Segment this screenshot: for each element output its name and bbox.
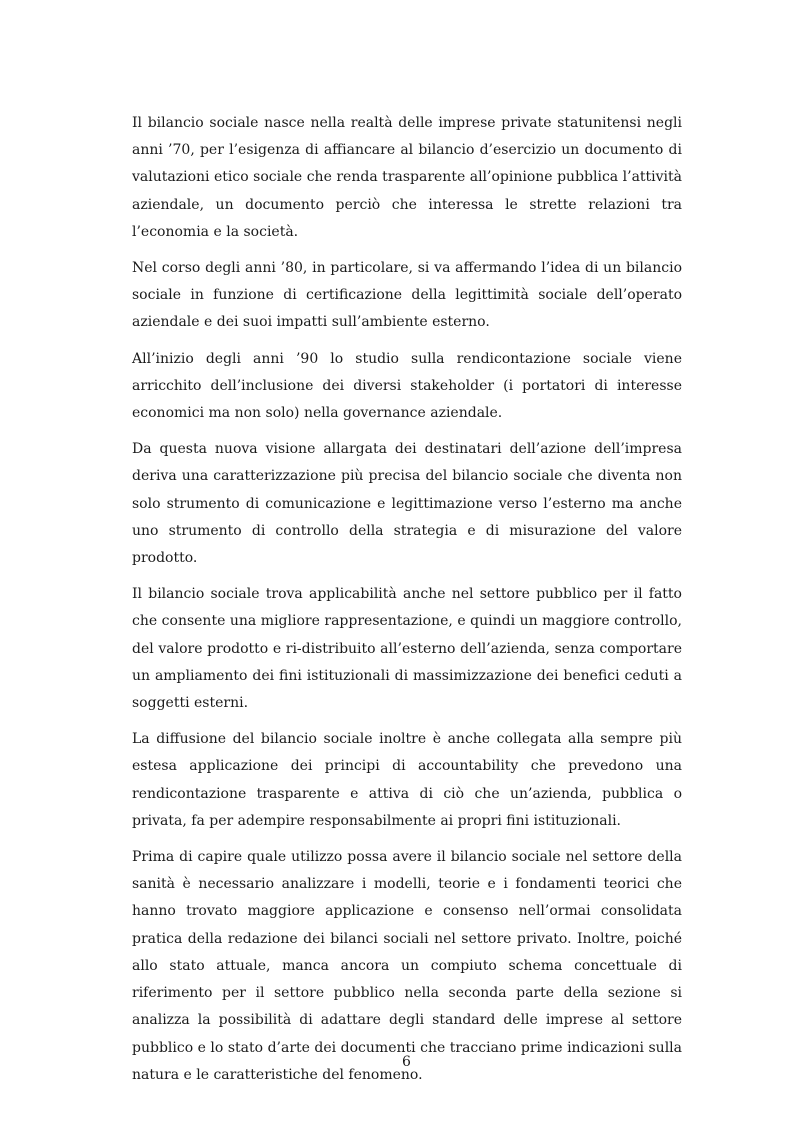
paragraph-2: Nel corso degli anni ’80, in particolare, si va affermando l’idea di un bilancio sociale in funzione di certificazione della legittimità sociale dell’operato aziendale e dei suoi impatti sull’ambiente esterno. xyxy=(132,260,682,331)
paragraph-5: Il bilancio sociale trova applicabilità anche nel settore pubblico per il fatto che consente una migliore rappresentazione, e quindi un maggiore controllo, del valore prodotto e ri-distribuito all’esterno dell’azienda, senza comportare un ampliamento dei fini istituzionali di massimizzazione dei benefici ceduti a soggetti esterni. xyxy=(132,586,682,712)
page-number: 6 xyxy=(402,1054,411,1070)
paragraph-6: La diffusione del bilancio sociale inoltre è anche collegata alla sempre più estesa applicazione dei principi di accountability che prevedono una rendicontazione trasparente e attiva di ciò che un’azienda, pubblica o privata, fa per adempire responsabilmente ai propri fini istituzionali. xyxy=(132,731,682,829)
paragraph-3: All’inizio degli anni ’90 lo studio sulla rendicontazione sociale viene arricchito dell’inclusione dei diversi stakeholder (i portatori di interesse economici ma non solo) nella governance aziendale. xyxy=(132,350,682,422)
paragraph-1: Il bilancio sociale nasce nella realtà delle imprese private statunitensi negli anni ’70, per l’esigenza di affiancare al bilancio d’esercizio un documento di valutazioni etico sociale che renda trasparente all’opinione pubblica l’attività aziendale, un documento perciò che interessa le strette relazioni tra l’economia e la società. xyxy=(132,115,682,240)
paragraph-4: Da questa nuova visione allargata dei destinatari dell’azione dell’impresa deriva una caratterizzazione più precisa del bilancio sociale che diventa non solo strumento di comunicazione e legittimazione verso l’esterno ma anche uno strumento di controllo della strategia e di misurazione del valore prodotto. xyxy=(132,441,682,567)
paragraph-7: Prima di capire quale utilizzo possa avere il bilancio sociale nel settore della sanità è necessario analizzare i modelli, teorie e i fondamenti teorici che hanno trovato maggiore applicazione e consenso nell’ormai consolidata pratica della redazione dei bilanci sociali nel settore privato. Inoltre, poiché allo stato attuale, manca ancora un compiuto schema concettuale di riferimento per il settore pubblico nella seconda parte della sezione si analizza la possibilità di adattare degli standard delle imprese al settore pubblico e lo stato d’arte dei documenti che tracciano prime indicazioni sulla natura e le caratteristiche del fenomeno. xyxy=(132,849,682,1083)
body-text xyxy=(132,110,682,1098)
